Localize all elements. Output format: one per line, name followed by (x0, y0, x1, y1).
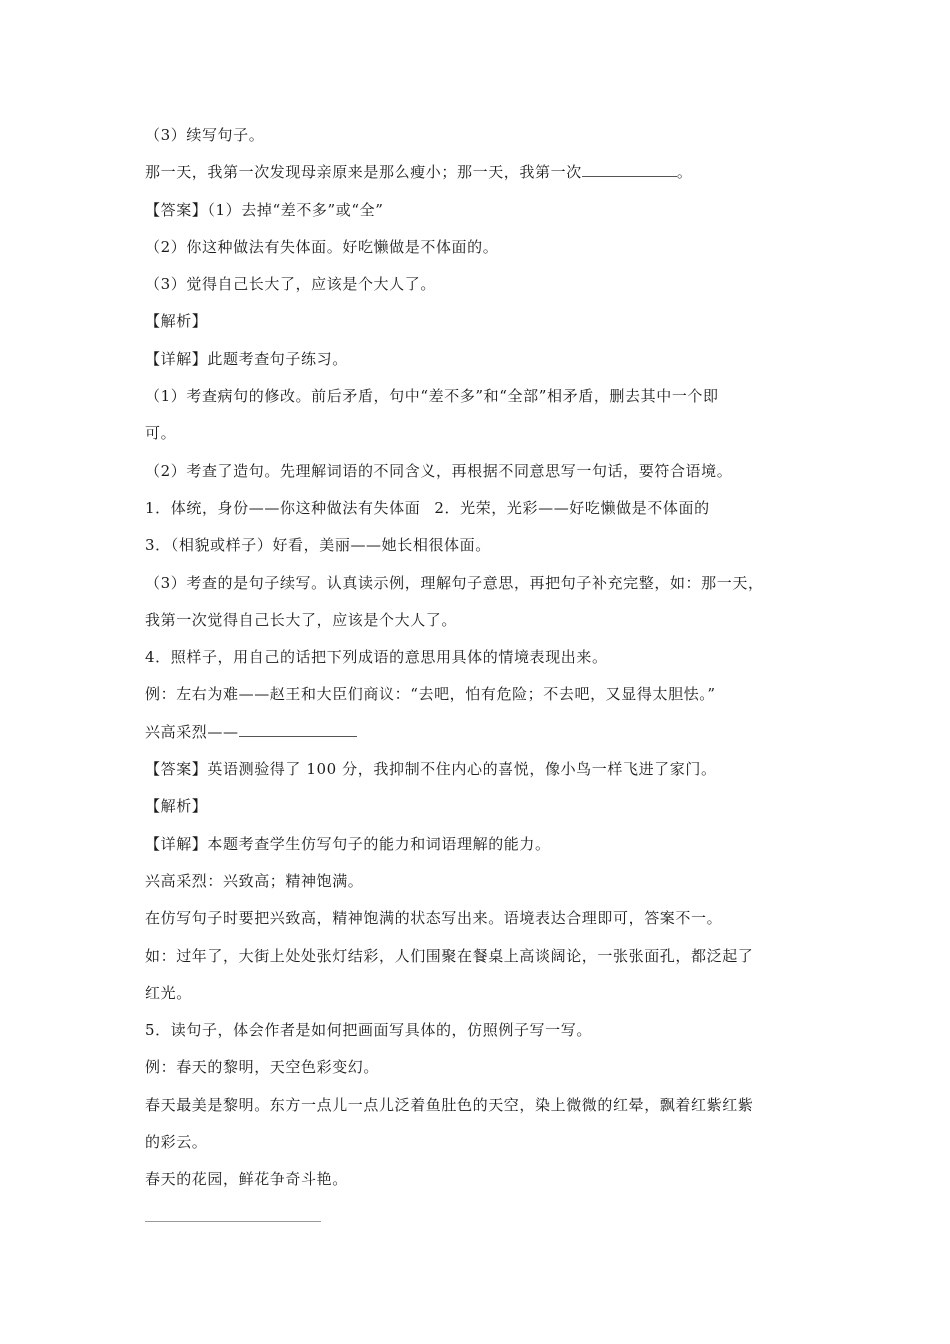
text-line: 的彩云。 (145, 1133, 208, 1152)
text-line: 兴高采烈—— (145, 714, 805, 751)
text-line: （3）续写句子。 (145, 126, 265, 144)
text-line: 可。 (145, 424, 177, 443)
text-line: （3）觉得自己长大了，应该是个大人了。 (145, 275, 436, 294)
text-line: 在仿写句子时要把兴致高，精神饱满的状态写出来。语境表达合理即可，答案不一。 (145, 909, 723, 928)
text-line: 如：过年了，大街上处处张灯结彩，人们围聚在餐桌上高谈阔论，一张张面孔，都泛起了 (145, 946, 754, 965)
text-line: 那一天，我第一次发现母亲原来是那么瘦小；那一天，我第一次 。 (145, 163, 693, 182)
analysis-heading: 【解析】 (145, 797, 208, 816)
text-line: 兴高采烈：兴致高；精神饱满。 (145, 871, 364, 890)
text-line: （1）考查病句的修改。前后矛盾，句中“差不多”和“全部”相矛盾，删去其中一个即 (145, 387, 719, 406)
answer-line: 【答案】英语测验得了 100 分，我抑制不住内心的喜悦，像小鸟一样飞进了家门。 (145, 760, 717, 779)
text-line: （3）考查的是句子续写。认真读示例，理解句子意思，再把句子补充完整，如：那一天， (145, 573, 764, 592)
example-line: 例：春天的黎明，天空色彩变幻。 (145, 1058, 380, 1077)
detail-line: 【详解】此题考查句子练习。 (145, 349, 348, 368)
text-line: 我第一次觉得自己长大了，应该是个大人了。 (145, 610, 458, 629)
answer-line: 【答案】（1）去掉“差不多”或“全” (145, 200, 384, 219)
text-line: 春天最美是黎明。东方一点儿一点儿泛着鱼肚色的天空，染上微微的红晕，飘着红紫红紫 (145, 1095, 754, 1114)
answer-blank (582, 164, 677, 177)
detail-line: 【详解】本题考查学生仿写句子的能力和词语理解的能力。 (145, 834, 551, 853)
answer-blank-line (145, 1221, 321, 1222)
analysis-heading: 【解析】 (145, 312, 208, 331)
example-line: 例：左右为难——赵王和大臣们商议：“去吧，怕有危险；不去吧，又显得太胆怯。” (145, 685, 716, 704)
question-line: 4．照样子，用自己的话把下列成语的意思用具体的情境表现出来。 (145, 648, 608, 667)
answer-blank (239, 724, 357, 737)
text-line: 1．体统，身份——你这种做法有失体面 2．光荣，光彩——好吃懒做是不体面的 (145, 498, 710, 517)
document-page (145, 117, 805, 1199)
text-line: 红光。 (145, 983, 192, 1002)
text-line: （2）考查了造句。先理解词语的不同含义，再根据不同意思写一句话，要符合语境。 (145, 461, 733, 480)
text-line: 3．（相貌或样子）好看，美丽——她长相很体面。 (145, 536, 491, 555)
text-line: 春天的花园，鲜花争奇斗艳。 (145, 1170, 348, 1189)
question-line: 5．读句子，体会作者是如何把画面写具体的，仿照例子写一写。 (145, 1021, 592, 1040)
text-line: （2）你这种做法有失体面。好吃懒做是不体面的。 (145, 237, 499, 256)
